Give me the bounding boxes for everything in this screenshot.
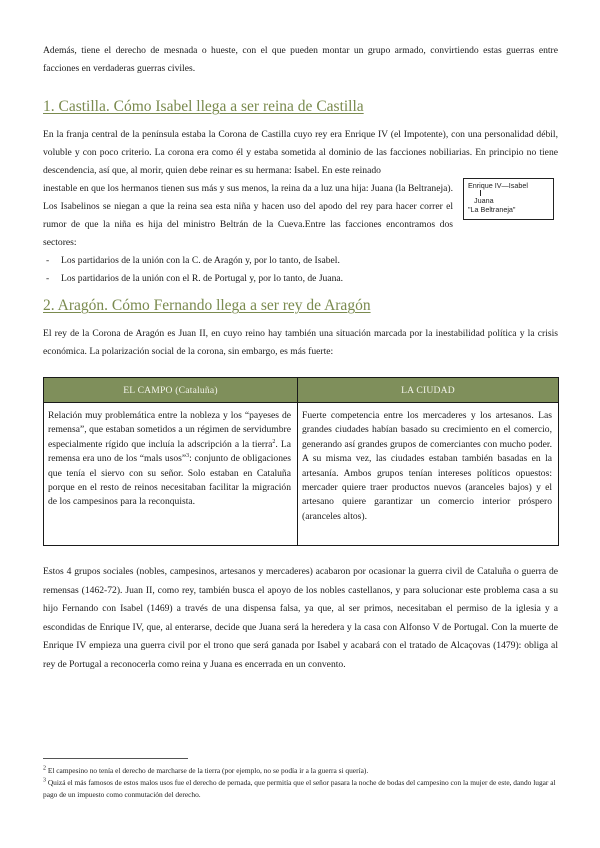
footnote-mark: 2	[43, 765, 46, 772]
section-2-paragraph: El rey de la Corona de Aragón es Juan II, en cuyo reino hay también una situación marcada por la inestabilidad política y la crisis económica. La polarización social de la corona, sin embargo, es más fuerte:	[43, 328, 558, 357]
footnote-text: El campesino no tenía el derecho de marcharse de la tierra (por ejemplo, no se podía ir a la guerra si quería).	[46, 766, 369, 775]
footnotes	[43, 765, 558, 801]
figure-line-nickname: "La Beltraneja"	[468, 205, 516, 214]
table-row	[44, 403, 559, 546]
section-1-paragraph-b: inestable en que los hermanos tienen sus más y sus menos, la reina da a luz una hija: Juana (la Beltraneja). Los Isabelinos se niegan a que la reina sea esta niña y hacen uso del apodo del rey para hacer correr el rumor de que la niña es hija del ministro Beltrán de la Cueva.Entre las facciones encontramos dos sectores:	[43, 183, 453, 248]
footnote-ref-3: 3	[186, 453, 190, 460]
header-ciudad: LA CIUDAD	[298, 378, 559, 403]
table-header-row	[44, 378, 559, 403]
section-3-body	[43, 563, 558, 675]
section-2-body	[43, 325, 558, 361]
intro-paragraph: Además, tiene el derecho de mesnada o hueste, con el que pueden montar un grupo armado, convirtiendo estas guerras entre facciones en verdaderas guerras civiles.	[43, 45, 558, 74]
footnote-mark: 3	[43, 777, 46, 784]
footnote-divider	[43, 758, 188, 759]
section-2-heading: 2. Aragón. Cómo Fernando llega a ser rey de Aragón	[43, 297, 371, 314]
factions-list	[43, 252, 558, 288]
campo-text-c: : conjunto de obligaciones que tenía el siervo con su señor. Solo estaban en Cataluña porque en el resto de reinos necesitaban facilitar la migración de los campesinos para la reconquista.	[48, 453, 292, 508]
section-1-heading: 1. Castilla. Cómo Isabel llega a ser reina de Castilla	[43, 98, 364, 115]
footnote-ref-2: 2	[272, 438, 276, 445]
footnote-text: Quizá el más famosos de estos malos usos fue el derecho de pernada, que permitía que el señor pasara la noche de bodas del campesino con la mujer de este, dando lugar al pago de un impuesto como conmutación del derecho.	[43, 778, 556, 799]
list-item: - Los partidarios de la unión con el R. de Portugal y, por lo tanto, de Juana.	[43, 270, 558, 288]
header-campo: EL CAMPO (Cataluña)	[44, 378, 298, 403]
cell-campo	[44, 403, 298, 546]
list-item: - Los partidarios de la unión con la C. de Aragón y, por lo tanto, de Isabel.	[43, 252, 558, 270]
comparison-table	[43, 377, 559, 546]
campo-text-b: . La remensa era uno de los “mals usos”	[48, 438, 292, 465]
campo-text-a: Relación muy problemática entre la nobleza y los “payeses de remensa”, que estaban sometidos a un régimen de servidumbre especialmente rígido que incluía la adscripción a la tierra	[48, 410, 291, 450]
footnote-2	[43, 765, 558, 777]
cell-ciudad: Fuerte competencia entre los mercaderes y los artesanos. Las grandes ciudades habían basado su crecimiento en el comercio, generando así grandes grupos de comerciantes con mucho poder. A su misma vez, las ciudades estaban también basadas en la artesanía. Ambos grupos tenían intereses políticos opuestos: mercader quiere traer productos nuevos (aranceles bajos) y el artesano quiere garantizar un comercio interior próspero (aranceles altos).	[298, 403, 559, 546]
family-tree-figure	[463, 178, 554, 220]
section-1-paragraph-a: En la franja central de la península estaba la Corona de Castilla cuyo rey era Enrique IV (el Impotente), con una personalidad débil, voluble y con poco criterio. La corona era como él y estaba sometida al dominio de las facciones nobiliarias. En principio no tiene descendencia, así que, al morir, quien debe reinar es su hermana: Isabel. En este reinado	[43, 129, 558, 176]
footnote-3	[43, 777, 558, 801]
section-3-paragraph: Estos 4 grupos sociales (nobles, campesinos, artesanos y mercaderes) acabaron por ocasionar la guerra civil de Cataluña o guerra de remensas (1462-72). Juan II, como rey, también busca el apoyo de los nobles castellanos, y para solucionar este problema casa a su hijo Fernando con Isabel (1469) a través de una dispensa falsa, ya que, al ser primos, necesitaban el permiso de la iglesia y a escondidas de Enrique IV, que, al enterarse, decide que Juana será la heredera y la casa con Alfonso V de Portugal. Con la muerte de Enrique IV empieza una guerra civil por el trono que será ganada por Isabel y acabará con el tratado de Alcaçovas (1479): obliga al rey de Portugal a reconocerla como reina y Juana es encerrada en un convento.	[43, 566, 558, 670]
figure-line-parents: Enrique IV—Isabel	[468, 181, 528, 190]
figure-line-child: Juana	[474, 196, 494, 205]
